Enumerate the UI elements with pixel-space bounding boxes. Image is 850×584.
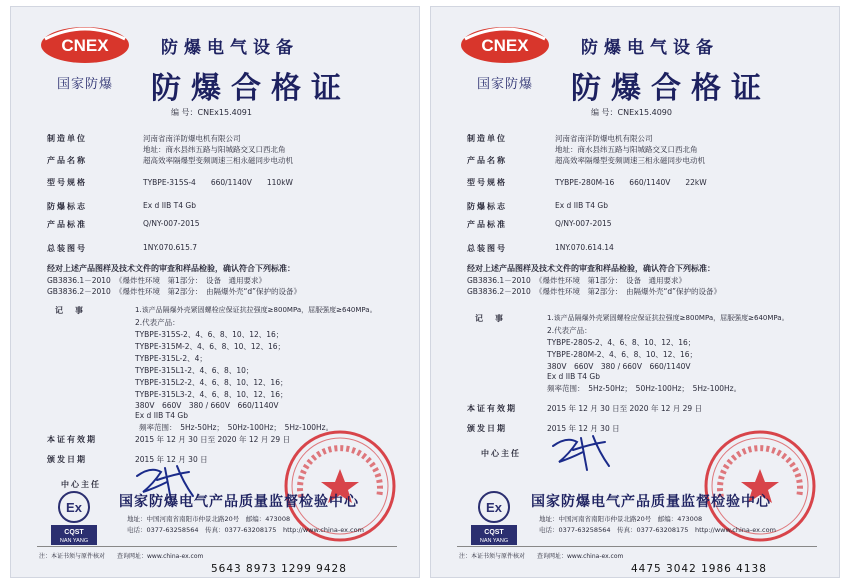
- note-line: 1.该产品隔爆外壳紧固螺栓应保证抗拉强度≥800MPa，屈服强度≥640MPa。: [135, 306, 377, 314]
- drawing-value: 1NY.070.614.14: [555, 243, 614, 252]
- issue-date-label: 颁发日期: [467, 424, 507, 433]
- exmark-value: Ex d IIB T4 Gb: [555, 201, 608, 210]
- note-line: 2.代表产品：: [547, 326, 592, 335]
- exmark-label: 防爆标志: [47, 202, 87, 211]
- issuing-organization: 国家防爆电气产品质量监督检验中心: [531, 494, 771, 510]
- issuing-organization: 国家防爆电气产品质量监督检验中心: [119, 494, 359, 510]
- note-line: TYBPE-315L2-2、4、6、8、10、12、16；: [135, 378, 288, 387]
- model-label: 型号规格: [467, 178, 507, 187]
- exmark-label: 防爆标志: [467, 202, 507, 211]
- product-label: 产品名称: [467, 156, 507, 165]
- note-line: 380V 660V 380 / 660V 660/1140V: [135, 401, 279, 410]
- footer-number: 5643 8973 1299 9428: [211, 563, 347, 575]
- issue-date-value: 2015 年 12 月 30 日: [547, 424, 620, 433]
- validity-value: 2015 年 12 月 30 日至 2020 年 12 月 29 日: [135, 435, 291, 444]
- footer-number: 4475 3042 1986 4138: [631, 563, 767, 575]
- validity-value: 2015 年 12 月 30 日至 2020 年 12 月 29 日: [547, 404, 703, 413]
- certificate-left: [10, 6, 420, 578]
- note-line: TYBPE-315L3-2、4、6、8、10、12、16；: [135, 390, 288, 399]
- certificate-right: [430, 6, 840, 578]
- standard-label: 产品标准: [47, 220, 87, 229]
- svg-text:CNEX: CNEX: [481, 36, 529, 55]
- validity-label: 本证有效期: [47, 435, 97, 444]
- gb2-text: 《爆炸性环境 第2部分： 由隔爆外壳“d”保护的设备》: [535, 287, 722, 296]
- exam-statement: 经对上述产品图样及技术文件的审查和样品检验，确认符合下列标准：: [47, 264, 295, 273]
- drawing-label: 总装图号: [47, 244, 87, 253]
- note-line: 频率范围： 5Hz-50Hz； 50Hz-100Hz； 5Hz-100Hz。: [139, 423, 334, 432]
- director-label: 中心主任: [61, 480, 101, 489]
- model-value: TYBPE-315S-4 660/1140V 110kW: [143, 178, 293, 187]
- standard-value: Q/NY-007-2015: [143, 219, 200, 228]
- standard-label: 产品标准: [467, 220, 507, 229]
- product-label: 产品名称: [47, 156, 87, 165]
- gb1-text: 《爆炸性环境 第1部分： 设备 通用要求》: [535, 276, 687, 285]
- manufacturer-label: 制造单位: [467, 134, 507, 143]
- svg-text:NAN YANG: NAN YANG: [479, 538, 509, 544]
- footer-note: 注：本证书须与原件核对 查询网址：www.china-ex.com: [459, 553, 624, 560]
- svg-text:NAN YANG: NAN YANG: [59, 538, 89, 544]
- serial-number: 编 号：CNEx15.4090: [591, 108, 672, 117]
- logo-caption: 国家防爆: [56, 77, 113, 92]
- cqst-logo-icon: [47, 487, 101, 547]
- cqst-logo-icon: [467, 487, 521, 547]
- org-address: 地址：中国河南省南阳市仲景北路20号 邮编：473008: [539, 515, 703, 523]
- cnex-logo: [451, 25, 559, 95]
- note-line: 380V 660V 380 / 660V 660/1140V: [547, 362, 691, 371]
- svg-text:Ex: Ex: [66, 500, 82, 515]
- certificate-title: 防爆合格证: [151, 71, 351, 106]
- logo-caption: 国家防爆: [476, 77, 533, 92]
- notes-label: 记 事: [475, 314, 505, 323]
- address-value: 地址：商水县纬五路与阳城路交叉口西北角: [143, 145, 286, 154]
- gb1-code: GB3836.1－2010: [47, 276, 111, 285]
- gb2-code: GB3836.2－2010: [467, 287, 531, 296]
- issue-date-value: 2015 年 12 月 30 日: [135, 455, 208, 464]
- validity-label: 本证有效期: [467, 404, 517, 413]
- svg-text:CQST: CQST: [484, 529, 504, 536]
- standard-value: Q/NY-007-2015: [555, 219, 612, 228]
- notes-label: 记 事: [55, 306, 85, 315]
- director-signature: [547, 432, 617, 474]
- manufacturer-value: 河南省南洋防爆电机有限公司: [555, 134, 653, 143]
- gb2-code: GB3836.2－2010: [47, 287, 111, 296]
- org-address: 地址：中国河南省南阳市仲景北路20号 邮编：473008: [127, 515, 291, 523]
- gb1-code: GB3836.1－2010: [467, 276, 531, 285]
- exam-statement: 经对上述产品图样及技术文件的审查和样品检验，确认符合下列标准：: [467, 264, 715, 273]
- exmark-value: Ex d IIB T4 Gb: [143, 201, 196, 210]
- footer-divider: [37, 546, 397, 547]
- note-line: 频率范围： 5Hz-50Hz； 50Hz-100Hz； 5Hz-100Hz。: [547, 384, 742, 393]
- svg-text:CNEX: CNEX: [61, 36, 109, 55]
- svg-text:CQST: CQST: [64, 529, 84, 536]
- drawing-label: 总装图号: [467, 244, 507, 253]
- drawing-value: 1NY.070.615.7: [143, 243, 197, 252]
- certificate-title: 防爆合格证: [571, 71, 771, 106]
- gb1-text: 《爆炸性环境 第1部分： 设备 通用要求》: [115, 276, 267, 285]
- product-value: 超高效率隔爆型变频调速三相永磁同步电动机: [555, 156, 705, 165]
- svg-text:Ex: Ex: [486, 500, 502, 515]
- product-value: 超高效率隔爆型变频调速三相永磁同步电动机: [143, 156, 293, 165]
- cnex-logo-icon: [31, 25, 139, 65]
- footer-note: 注：本证书须与原件核对 查询网址：www.china-ex.com: [39, 553, 204, 560]
- director-label: 中心主任: [481, 449, 521, 458]
- note-line: TYBPE-315L-2、4；: [135, 354, 207, 363]
- address-value: 地址：商水县纬五路与阳城路交叉口西北角: [555, 145, 698, 154]
- model-value: TYBPE-280M-16 660/1140V 22kW: [555, 178, 707, 187]
- manufacturer-label: 制造单位: [47, 134, 87, 143]
- issue-date-label: 颁发日期: [47, 455, 87, 464]
- certificate-top-title: 防爆电气设备: [161, 38, 299, 58]
- note-line: TYBPE-315M-2、4、6、8、10、12、16；: [135, 342, 285, 351]
- note-line: Ex d IIB T4 Gb: [135, 411, 188, 420]
- serial-number: 编 号：CNEx15.4091: [171, 108, 252, 117]
- certificate-top-title: 防爆电气设备: [581, 38, 719, 58]
- org-phone: 电话：0377-63258564 传真：0377-63208175 http://www.china-ex.com: [127, 526, 364, 534]
- note-line: TYBPE-315S-2、4、6、8、10、12、16；: [135, 330, 284, 339]
- note-line: TYBPE-280S-2、4、6、8、10、12、16；: [547, 338, 696, 347]
- manufacturer-value: 河南省南洋防爆电机有限公司: [143, 134, 241, 143]
- gb2-text: 《爆炸性环境 第2部分： 由隔爆外壳“d”保护的设备》: [115, 287, 302, 296]
- note-line: 2.代表产品：: [135, 318, 180, 327]
- note-line: TYBPE-315L1-2、4、6、8、10；: [135, 366, 254, 375]
- cnex-logo: [31, 25, 139, 95]
- org-phone: 电话：0377-63258564 传真：0377-63208175 http://www.china-ex.com: [539, 526, 776, 534]
- footer-divider: [457, 546, 817, 547]
- model-label: 型号规格: [47, 178, 87, 187]
- cnex-logo-icon: [451, 25, 559, 65]
- note-line: Ex d IIB T4 Gb: [547, 372, 600, 381]
- note-line: TYBPE-280M-2、4、6、8、10、12、16；: [547, 350, 697, 359]
- note-line: 1.该产品隔爆外壳紧固螺栓应保证抗拉强度≥800MPa，屈服强度≥640MPa。: [547, 314, 789, 322]
